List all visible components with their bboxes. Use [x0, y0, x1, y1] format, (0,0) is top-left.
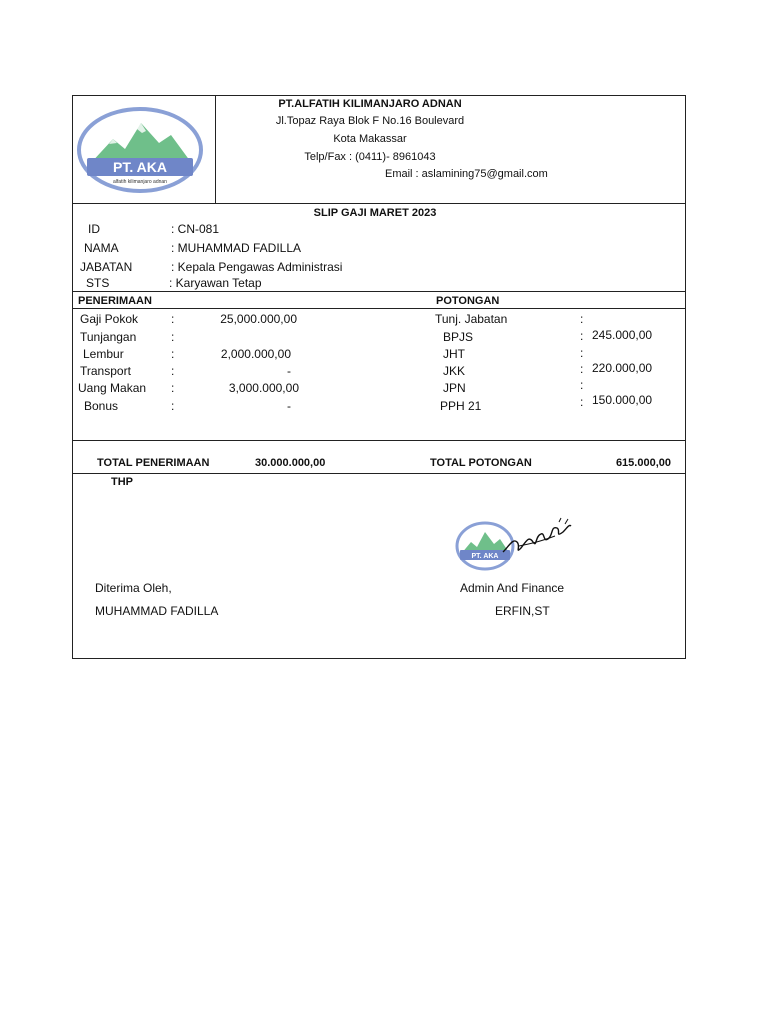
employee-id-label: ID — [88, 222, 100, 236]
slip-title: SLIP GAJI MARET 2023 — [313, 207, 437, 219]
logo-subtext: alfatih kilimanjaro adnan — [113, 179, 167, 185]
admin-name: ERFIN,ST — [495, 604, 550, 618]
total-penerimaan-value: 30.000.000,00 — [255, 457, 326, 469]
logo-text: PT. AKA — [113, 159, 167, 175]
penerimaan-sep: : — [171, 312, 175, 326]
items-bottom-line — [73, 440, 685, 441]
employee-name-label: NAMA — [84, 241, 119, 255]
employee-id-value: : CN-081 — [171, 222, 220, 236]
employee-status-value: : Karyawan Tetap — [169, 276, 262, 290]
potongan-sep: : — [580, 346, 584, 360]
company-logo-icon — [75, 105, 205, 195]
company-name: PT.ALFATIH KILIMANJARO ADNAN — [278, 98, 462, 110]
employee-position-value: : Kepala Pengawas Administrasi — [171, 260, 343, 274]
total-potongan-label: TOTAL POTONGAN — [430, 457, 532, 469]
thp-label: THP — [111, 476, 133, 488]
total-penerimaan-label: TOTAL PENERIMAAN — [97, 457, 210, 469]
penerimaan-sep: : — [171, 381, 175, 395]
stamp-text: PT. AKA — [471, 553, 499, 560]
penerimaan-sep: : — [171, 399, 175, 413]
header-divider — [215, 96, 216, 203]
potongan-sep: : — [580, 362, 584, 376]
penerimaan-label-uang-makan: Uang Makan — [78, 381, 147, 395]
potongan-label-jht: JHT — [443, 347, 465, 361]
potongan-header: POTONGAN — [436, 295, 500, 307]
totals-bottom-line — [73, 473, 685, 474]
employee-bottom-line — [73, 291, 685, 292]
penerimaan-header: PENERIMAAN — [78, 295, 152, 307]
penerimaan-value-transport: - — [287, 364, 291, 378]
penerimaan-label-bonus: Bonus — [84, 399, 119, 413]
penerimaan-label-tunjangan: Tunjangan — [80, 330, 137, 344]
company-phone: Telp/Fax : (0411)- 8961043 — [304, 151, 436, 163]
company-email: Email : aslamining75@gmail.com — [385, 168, 548, 180]
employee-position-label: JABATAN — [80, 260, 133, 274]
penerimaan-value-gaji-pokok: 25,000.000,00 — [220, 312, 297, 326]
potongan-sep: : — [580, 395, 584, 409]
company-address: Jl.Topaz Raya Blok F No.16 Boulevard — [275, 115, 465, 127]
total-potongan-value: 615.000,00 — [615, 457, 671, 469]
potongan-label-jpn: JPN — [443, 381, 466, 395]
admin-caption: Admin And Finance — [460, 581, 565, 595]
salary-slip — [72, 95, 686, 659]
penerimaan-label-lembur: Lembur — [83, 347, 124, 361]
penerimaan-sep: : — [171, 364, 175, 378]
potongan-sep: : — [580, 312, 584, 326]
potongan-sep: : — [580, 329, 584, 343]
employee-name-value: : MUHAMMAD FADILLA — [171, 241, 302, 255]
signature-icon — [499, 516, 579, 560]
penerimaan-sep: : — [171, 347, 175, 361]
penerimaan-value-lembur: 2,000.000,00 — [220, 347, 291, 361]
company-city: Kota Makassar — [333, 133, 407, 145]
penerimaan-label-gaji-pokok: Gaji Pokok — [80, 312, 139, 326]
penerimaan-sep: : — [171, 330, 175, 344]
potongan-value-bpjs: 245.000,00 — [592, 328, 653, 342]
employee-status-label: STS — [86, 276, 110, 290]
potongan-label-jkk: JKK — [443, 364, 466, 378]
penerimaan-value-bonus: - — [287, 399, 291, 413]
penerimaan-value-uang-makan: 3,000.000,00 — [228, 381, 299, 395]
penerimaan-label-transport: Transport — [80, 364, 131, 378]
section-header-line — [73, 308, 685, 309]
received-by-name: MUHAMMAD FADILLA — [95, 604, 219, 618]
received-by-caption: Diterima Oleh, — [95, 581, 172, 595]
potongan-label-pph21: PPH 21 — [440, 399, 482, 413]
potongan-value-pph21: 150.000,00 — [592, 393, 653, 407]
potongan-sep: : — [580, 378, 584, 392]
header-bottom-line — [73, 203, 685, 204]
potongan-label-bpjs: BPJS — [443, 330, 474, 344]
potongan-label-tunj-jabatan: Tunj. Jabatan — [435, 312, 508, 326]
potongan-value-jkk: 220.000,00 — [592, 361, 653, 375]
